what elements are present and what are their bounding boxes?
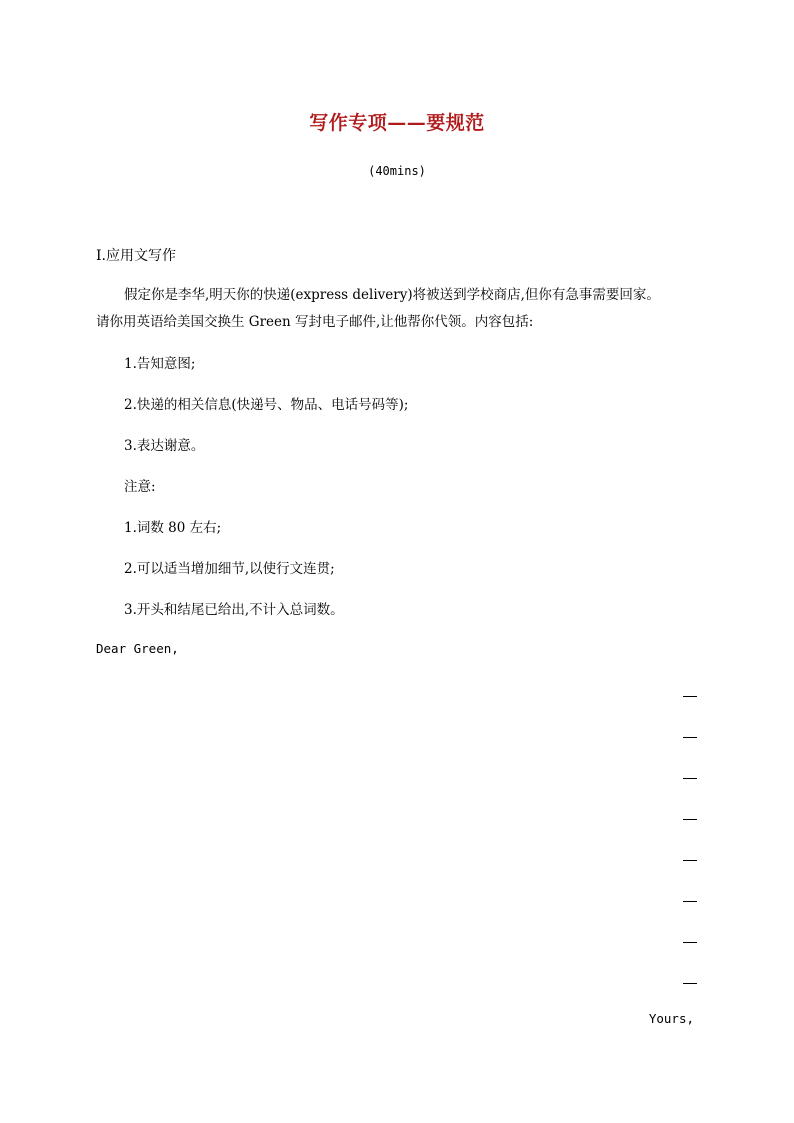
answer-line — [683, 942, 697, 943]
requirement-item: 2.快递的相关信息(快递号、物品、电话号码等); — [124, 397, 409, 413]
answer-line — [683, 737, 697, 738]
prompt-line-2: 请你用英语给美国交换生 Green 写封电子邮件,让他帮你代领。内容包括: — [96, 314, 534, 330]
answer-line — [683, 819, 697, 820]
requirement-item: 3.表达谢意。 — [124, 438, 205, 454]
time-limit: (40mins) — [368, 164, 426, 178]
answer-line — [683, 860, 697, 861]
letter-greeting: Dear Green, — [96, 641, 179, 656]
note-item: 3.开头和结尾已给出,不计入总词数。 — [124, 602, 344, 618]
note-item: 2.可以适当增加细节,以使行文连贯; — [124, 561, 335, 577]
answer-line — [683, 778, 697, 779]
letter-closing: Yours, — [648, 1011, 694, 1026]
answer-line — [683, 983, 697, 984]
answer-line — [683, 696, 697, 697]
notes-heading: 注意: — [124, 479, 156, 495]
prompt-line-1: 假定你是李华,明天你的快递(express delivery)将被送到学校商店,但你有急事需要回家。 — [124, 287, 660, 303]
section-heading: Ⅰ.应用文写作 — [96, 248, 176, 264]
answer-line — [683, 901, 697, 902]
note-item: 1.词数 80 左右; — [124, 520, 222, 536]
requirement-item: 1.告知意图; — [124, 356, 196, 372]
document-title: 写作专项——要规范 — [309, 112, 485, 134]
